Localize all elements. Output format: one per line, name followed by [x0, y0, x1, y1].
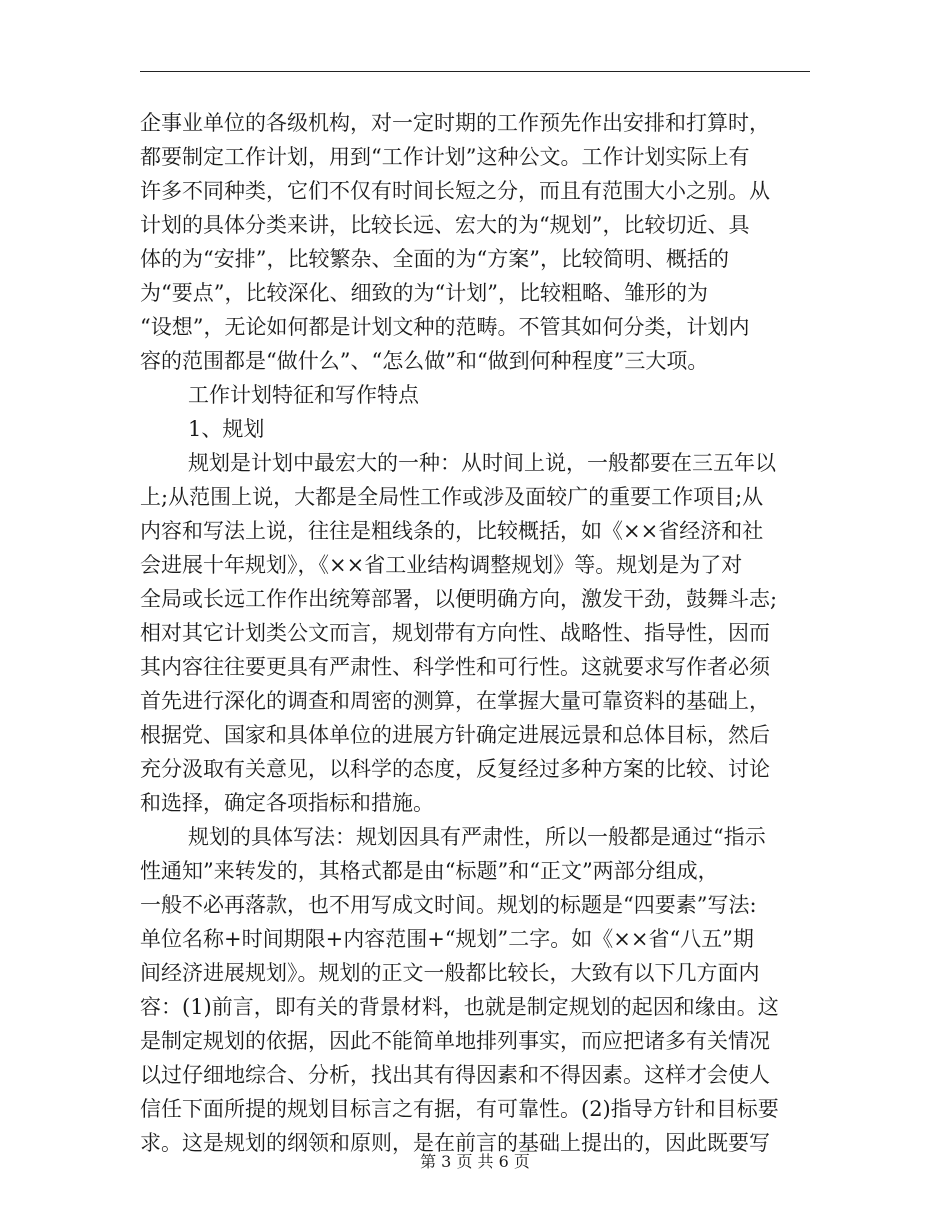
text-line: 1、规划 — [188, 417, 265, 441]
text-line: 根据党、国家和具体单位的进展方针确定进展远景和总体目标，然后 — [140, 723, 770, 747]
text-line: 性通知”来转发的，其格式都是由“标题”和“正文”两部分组成， — [140, 859, 719, 883]
text-line: 企事业单位的各级机构，对一定时期的工作预先作出安排和打算时， — [140, 111, 770, 135]
text-line: 是制定规划的依据，因此不能简单地排列事实，而应把诸多有关情况 — [140, 1029, 770, 1053]
header-rule — [140, 71, 810, 72]
text-line: 内容和写法上说，往往是粗线条的，比较概括，如《××省经济和社 — [140, 519, 764, 543]
text-line: “设想”，无论如何都是计划文种的范畴。不管其如何分类，计划内 — [140, 315, 750, 339]
document-body — [140, 106, 810, 1160]
text-line: 信任下面所提的规划目标言之有据，有可靠性。(2)指导方针和目标要 — [140, 1097, 779, 1121]
text-line: 上;从范围上说，大都是全局性工作或涉及面较广的重要工作项目;从 — [140, 485, 764, 509]
text-line: 计划的具体分类来讲，比较长远、宏大的为“规划”，比较切近、具 — [140, 213, 750, 237]
text-line: 会进展十年规划》，《××省工业结构调整规划》等。规划是为了对 — [140, 553, 743, 577]
text-line: 和选择，确定各项指标和措施。 — [140, 791, 434, 815]
text-line: 容的范围都是“做什么”、“怎么做”和“做到何种程度”三大项。 — [140, 349, 709, 373]
text-line: 体的为“安排”，比较繁杂、全面的为“方案”，比较简明、概括的 — [140, 247, 729, 271]
text-line: 单位名称+时间期限+内容范围+“规划”二字。如《××省“八五”期 — [140, 927, 754, 951]
text-line: 相对其它计划类公文而言，规划带有方向性、战略性、指导性，因而 — [140, 621, 770, 645]
text-line: 许多不同种类，它们不仅有时间长短之分，而且有范围大小之别。从 — [140, 179, 770, 203]
text-line: 容：(1)前言，即有关的背景材料，也就是制定规划的起因和缘由。这 — [140, 995, 779, 1019]
text-line: 其内容往往要更具有严肃性、科学性和可行性。这就要求写作者必须 — [140, 655, 770, 679]
page-indicator: 第 3 页 共 6 页 — [420, 1152, 530, 1171]
text-line: 首先进行深化的调查和周密的测算，在掌握大量可靠资料的基础上， — [140, 689, 770, 713]
page-footer — [0, 1150, 950, 1174]
text-line: 间经济进展规划》。规划的正文一般都比较长，大致有以下几方面内 — [140, 961, 760, 985]
text-line: 一般不必再落款，也不用写成文时间。规划的标题是“四要素”写法: — [140, 893, 757, 917]
text-line: 工作计划特征和写作特点 — [188, 383, 419, 407]
text-line: 以过仔细地综合、分析，找出其有得因素和不得因素。这样才会使人 — [140, 1063, 770, 1087]
text-line: 规划是计划中最宏大的一种：从时间上说，一般都要在三五年以 — [188, 451, 776, 475]
text-line: 为“要点”，比较深化、细致的为“计划”，比较粗略、雏形的为 — [140, 281, 708, 305]
text-line: 都要制定工作计划，用到“工作计划”这种公文。工作计划实际上有 — [140, 145, 750, 169]
text-line: 充分汲取有关意见，以科学的态度，反复经过多种方案的比较、讨论 — [140, 757, 770, 781]
text-line: 全局或长远工作作出统筹部署，以便明确方向，激发干劲，鼓舞斗志; — [140, 587, 778, 611]
text-line: 规划的具体写法：规划因具有严肃性，所以一般都是通过“指示 — [188, 825, 766, 849]
text-line: 求。这是规划的纲领和原则，是在前言的基础上提出的，因此既要写 — [140, 1131, 770, 1155]
